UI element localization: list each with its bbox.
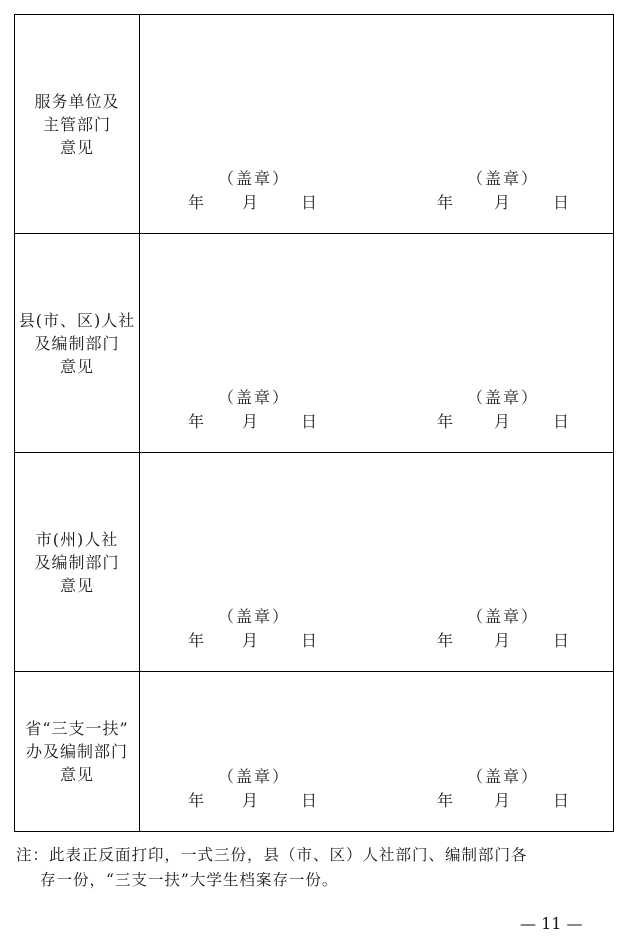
stamp-label: （盖章） xyxy=(467,607,540,626)
stamp-label: （盖章） xyxy=(467,388,540,407)
row-label-cell xyxy=(15,234,140,452)
opinion-form-table xyxy=(14,14,614,832)
stamp-label: （盖章） xyxy=(218,388,291,407)
form-row-county: 县(市、区)人社 及编制部门 意见 （盖章） 年 月 日 （盖章） 年 月 日 xyxy=(15,234,613,453)
row-label: 县(市、区)人社 及编制部门 意见 xyxy=(18,310,136,376)
stamp-label: （盖章） xyxy=(218,607,291,626)
row-label-cell xyxy=(15,672,140,831)
form-row-province: 省“三支一扶” 办及编制部门 意见 （盖章） 年 月 日 （盖章） 年 月 日 xyxy=(15,672,613,831)
form-row-city: 市(州)人社 及编制部门 意见 （盖章） 年 月 日 （盖章） 年 月 日 xyxy=(15,453,613,672)
row-label: 市(州)人社 及编制部门 意见 xyxy=(34,529,120,595)
stamp-label: （盖章） xyxy=(467,767,540,786)
row-label: 省“三支一扶” 办及编制部门 意见 xyxy=(25,719,129,784)
row-label-cell xyxy=(15,15,140,233)
stamp-label: （盖章） xyxy=(218,169,291,188)
stamp-label: （盖章） xyxy=(467,169,540,188)
row-label: 服务单位及 主管部门 意见 xyxy=(34,91,120,157)
page-number: — 11 — xyxy=(520,914,583,933)
stamp-label: （盖章） xyxy=(218,767,291,786)
footnote xyxy=(16,843,616,893)
row-label-cell xyxy=(15,453,140,671)
form-row-service-unit: 服务单位及 主管部门 意见 （盖章） 年 月 日 （盖章） 年 月 日 xyxy=(15,15,613,234)
footnote-line-1: 注：此表正反面打印，一式三份，县（市、区）人社部门、编制部门各 xyxy=(16,846,528,864)
footnote-line-2: 存一份，“三支一扶”大学生档案存一份。 xyxy=(40,871,339,889)
